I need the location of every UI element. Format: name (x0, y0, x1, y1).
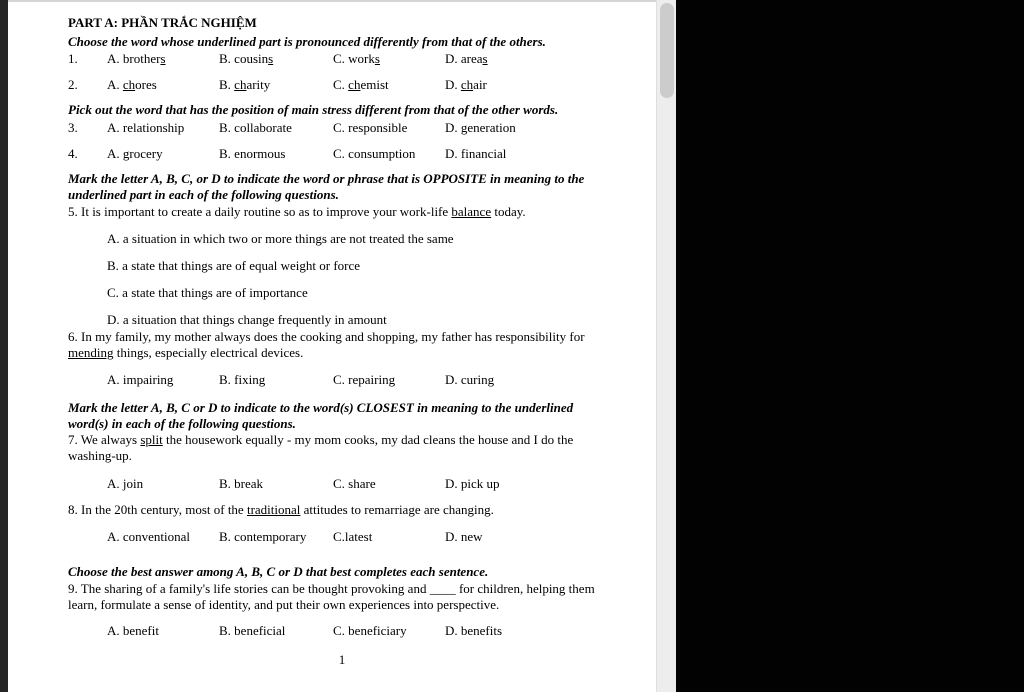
question-option: B. beneficial (219, 623, 286, 638)
instruction-closest: Mark the letter A, B, C or D to indicate to the word(s) CLOSEST in meaning to the underlined word(s) in each of the following questions. (68, 400, 574, 431)
question-option (107, 77, 219, 93)
question-option: D. a situation that things change frequently in amount (107, 312, 387, 327)
option-text: A. brother (107, 51, 161, 66)
stem-text: attitudes to remarriage are changing. (300, 502, 494, 517)
question-2-row (68, 77, 616, 93)
question-5-stem (68, 204, 616, 220)
option-text: arity (246, 77, 271, 92)
option-text: A. (107, 77, 123, 92)
question-8-options-row (68, 529, 616, 545)
option-text: air (473, 77, 487, 92)
option-text: C. work (333, 51, 375, 66)
option-text: B. cousin (219, 51, 269, 66)
question-option: B. a state that things are of equal weight or force (107, 258, 361, 273)
question-option: A. grocery (107, 146, 163, 161)
stem-text: 5. It is important to create a daily routine so as to improve your work-life (68, 204, 452, 219)
right-black-panel (676, 0, 1024, 692)
option-text: C. (333, 77, 349, 92)
question-option: D. financial (445, 146, 507, 161)
option-underlined-part: s (374, 51, 380, 66)
instruction-best-answer: Choose the best answer among A, B, C or D that best completes each sentence. (68, 564, 489, 579)
option-text: ores (135, 77, 157, 92)
question-option (219, 51, 333, 67)
question-option: C. responsible (333, 120, 408, 135)
question-option: C. consumption (333, 146, 416, 161)
question-option (333, 51, 445, 67)
question-option: A. conventional (107, 529, 191, 544)
stem-text: 9. The sharing of a family's life stories can be thought provoking and ____ for children, helping them learn, formulate a sense of identity, and put their own experiences into perspective. (68, 581, 595, 612)
question-option (333, 77, 445, 93)
option-underlined-part: ch (460, 77, 474, 92)
stem-underlined-word: traditional (246, 502, 301, 517)
question-option: C. share (333, 476, 376, 491)
question-option: B. fixing (219, 372, 266, 387)
option-underlined-part: ch (122, 77, 136, 92)
stem-text: 8. In the 20th century, most of the (68, 502, 247, 517)
stem-text: the housework equally - my mom cooks, my dad cleans the house and I do the washing-up. (68, 432, 574, 463)
option-underlined-part: s (482, 51, 488, 66)
question-3-row (68, 120, 616, 136)
stem-underlined-word: split (140, 432, 163, 447)
question-option (219, 77, 333, 93)
question-option: B. collaborate (219, 120, 292, 135)
question-option: D. generation (445, 120, 516, 135)
question-9-options-row (68, 623, 616, 639)
option-text: D. area (445, 51, 483, 66)
question-option (445, 77, 616, 93)
question-option (445, 51, 616, 67)
question-option: D. curing (445, 372, 495, 387)
question-option: D. new (445, 529, 483, 544)
option-text: emist (360, 77, 389, 92)
stem-text: 7. We always (68, 432, 141, 447)
question-7-stem (68, 432, 616, 464)
question-option: D. benefits (445, 623, 503, 638)
option-text: B. (219, 77, 235, 92)
question-option: D. pick up (445, 476, 500, 491)
page-number: 1 (338, 652, 346, 667)
question-option: C. repairing (333, 372, 396, 387)
instruction-pronunciation: Choose the word whose underlined part is pronounced differently from that of the others. (68, 34, 546, 49)
option-underlined-part: ch (234, 77, 247, 92)
question-4-row (68, 146, 616, 162)
question-option: B. break (219, 476, 264, 491)
question-number: 2. (68, 77, 78, 92)
stem-underlined-word: mending (68, 345, 114, 360)
question-6-stem (68, 329, 616, 361)
scrollbar-thumb[interactable] (660, 3, 674, 98)
stem-text: things, especially electrical devices. (113, 345, 304, 360)
scrollbar-track[interactable] (656, 0, 676, 692)
question-6-options-row (68, 372, 616, 388)
question-8-stem (68, 502, 616, 518)
part-title: PART A: PHẦN TRẮC NGHIỆM (68, 15, 257, 30)
question-option: A. relationship (107, 120, 185, 135)
question-option: C.latest (333, 529, 373, 544)
question-option: C. beneficiary (333, 623, 407, 638)
question-option: A. impairing (107, 372, 174, 387)
question-option (107, 51, 219, 67)
question-number: 3. (68, 120, 78, 135)
instruction-stress: Pick out the word that has the position of main stress different from that of the other words. (68, 102, 559, 117)
option-text: D. (445, 77, 461, 92)
option-underlined-part: ch (348, 77, 361, 92)
question-9-stem (68, 581, 616, 613)
instruction-opposite: Mark the letter A, B, C, or D to indicate the word or phrase that is OPPOSITE in meaning to the underlined part in each of the following questions. (68, 171, 585, 202)
question-option: A. join (107, 476, 144, 491)
question-option: B. contemporary (219, 529, 307, 544)
option-underlined-part: s (160, 51, 166, 66)
stem-text: today. (491, 204, 526, 219)
stem-underlined-word: balance (451, 204, 492, 219)
question-7-options-row (68, 476, 616, 492)
question-option: A. benefit (107, 623, 159, 638)
stem-text: 6. In my family, my mother always does the cooking and shopping, my father has responsibility for (68, 329, 585, 344)
question-option: A. a situation in which two or more things are not treated the same (107, 231, 454, 246)
question-1-row (68, 51, 616, 67)
document-content (8, 2, 656, 668)
window-left-edge (0, 0, 8, 692)
question-option: B. enormous (219, 146, 286, 161)
document-page (8, 0, 656, 692)
question-option: C. a state that things are of importance (107, 285, 308, 300)
question-number: 4. (68, 146, 78, 161)
question-number: 1. (68, 51, 78, 66)
option-underlined-part: s (268, 51, 274, 66)
